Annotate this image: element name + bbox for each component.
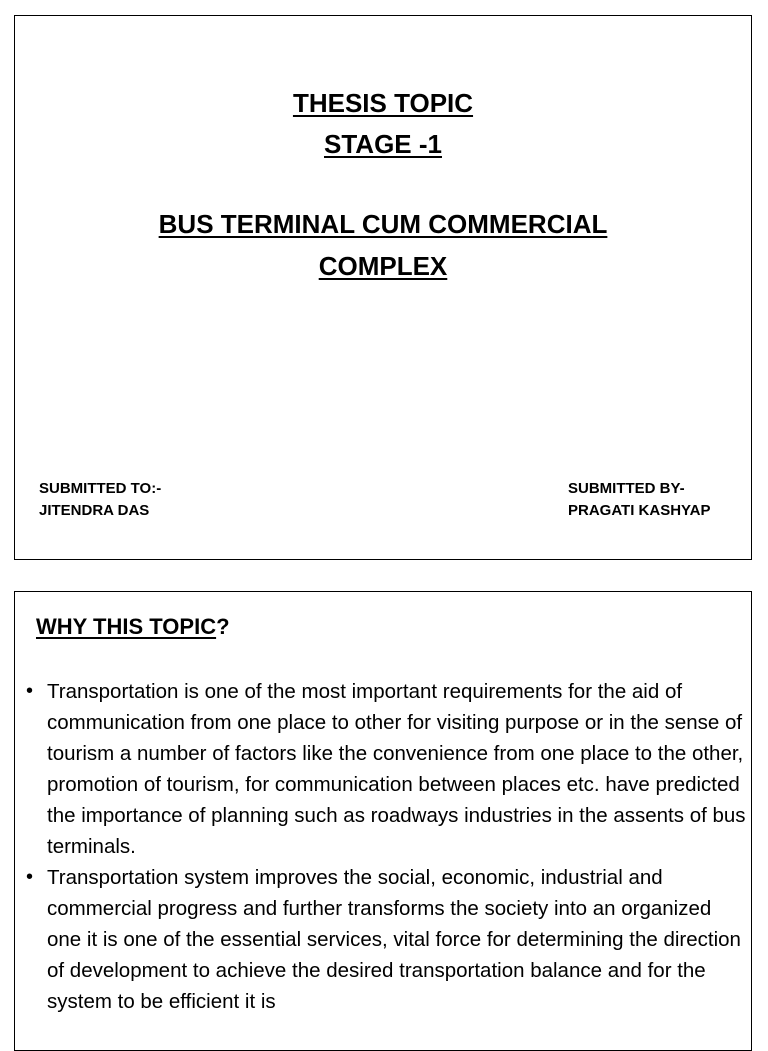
submitted-to-label: SUBMITTED TO:- bbox=[39, 480, 162, 497]
bullet-text-1: Transportation is one of the most important requirements for the aid of communication from one place to other for visiting purpose or in the sense of tourism a number of factors like the convenience from one place to the other, promotion of tourism, for communication between places etc. have predicted the importance of planning such as roadways industries in the assents of bus terminals. bbox=[47, 680, 746, 858]
bullet-item-2 bbox=[25, 862, 747, 1017]
submitted-by-label: SUBMITTED BY- bbox=[568, 480, 685, 497]
heading-underlined-text: WHY THIS TOPIC bbox=[36, 614, 217, 639]
bullet-item-1 bbox=[25, 676, 747, 862]
bullet-icon: • bbox=[26, 866, 34, 888]
submitted-to-block bbox=[39, 478, 161, 522]
heading-question-mark: ? bbox=[216, 614, 230, 639]
why-this-topic-heading bbox=[36, 613, 230, 641]
bullet-icon: • bbox=[26, 680, 34, 702]
thesis-topic-heading: THESIS TOPIC bbox=[292, 88, 474, 118]
submitted-by-name: PRAGATI KASHYAP bbox=[568, 502, 711, 519]
submitted-by-block bbox=[568, 478, 711, 522]
title-slide bbox=[14, 15, 752, 560]
submitted-to-name: JITENDRA DAS bbox=[39, 502, 150, 519]
why-this-topic-slide bbox=[14, 591, 752, 1051]
bullet-text-2: Transportation system improves the social, economic, industrial and commercial progress and further transforms the society into an organized one it is one of the essential services, vital force for determining the direction of development to achieve the desired transportation balance and for the system to be efficient it is bbox=[47, 866, 741, 1013]
project-title-line-2: COMPLEX bbox=[318, 251, 448, 281]
project-title-line-1: BUS TERMINAL CUM COMMERCIAL bbox=[158, 209, 608, 239]
bullet-list bbox=[25, 676, 747, 1017]
stage-heading: STAGE -1 bbox=[324, 129, 442, 159]
